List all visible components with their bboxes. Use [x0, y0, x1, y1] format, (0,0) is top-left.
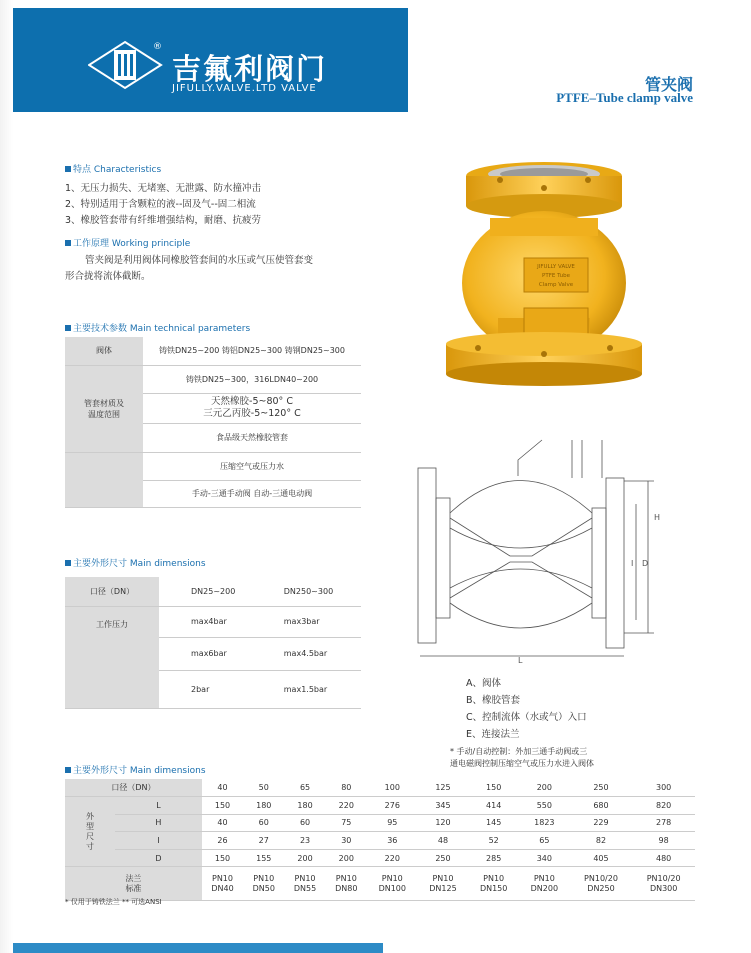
flange-pn: PN10/20 [646, 873, 681, 883]
cell: 95 [367, 814, 418, 832]
cell: 345 [418, 797, 469, 815]
cell: 52 [468, 832, 519, 850]
characteristics-heading-text: 特点 Characteristics [73, 165, 162, 175]
technical-heading-text: 主要技术参数 Main technical parameters [73, 324, 251, 334]
cell: 1823 [519, 814, 570, 832]
dn-cell: 300 [632, 779, 695, 797]
control-mode: 手动-三通手动阀 自动-三通电动阀 [143, 480, 361, 507]
flange-pn: PN10 [253, 873, 275, 883]
bullet-square-icon [65, 560, 71, 566]
footnote: * 仅用于铸铁法兰 ** 可选ANSI [65, 898, 162, 906]
cell: 65 [519, 832, 570, 850]
working-heading-text: 工作原理 Working principle [73, 239, 191, 249]
bottom-accent-bar [13, 943, 383, 953]
dn-value: DN250~300 [268, 577, 361, 606]
sleeve-row: 铸铁DN25~300，316LDN40~200 [143, 365, 361, 393]
pressure-value: max6bar [159, 637, 268, 670]
flange-dn: DN80 [335, 883, 358, 893]
cell: 414 [468, 797, 519, 815]
flange-cell [367, 867, 418, 901]
cell: 550 [519, 797, 570, 815]
cell: 75 [326, 814, 367, 832]
body-value: 铸铁DN25~200 铸铝DN25~300 铸钢DN25~300 [143, 337, 361, 365]
dimensions-table-2 [65, 779, 695, 901]
cell: 180 [243, 797, 284, 815]
sleeve-label-line: 管套材质及 [84, 398, 124, 408]
flange-pn: PN10 [381, 873, 403, 883]
dn-cell: 50 [243, 779, 284, 797]
sleeve-label [65, 365, 143, 452]
bullet-square-icon [65, 325, 71, 331]
cell: 340 [519, 849, 570, 867]
row-label: I [115, 832, 202, 850]
cell: 200 [284, 849, 325, 867]
legend-item-c: C、控制流体（水或气）入口 [466, 712, 587, 723]
dimensions-heading-text: 主要外形尺寸 Main dimensions [73, 766, 206, 776]
side-label-char: 尺 [86, 831, 94, 841]
cell: 150 [202, 797, 243, 815]
flange-cell [519, 867, 570, 901]
characteristic-item: 3、橡胶管套带有纤维增强结构，耐磨、抗疲劳 [65, 215, 262, 226]
cell: 180 [284, 797, 325, 815]
working-text-line: 形合拢将流体截断。 [65, 271, 151, 282]
dim-label-h: H [654, 513, 661, 522]
flange-label [65, 867, 202, 901]
dimensions-heading-text: 主要外形尺寸 Main dimensions [73, 559, 206, 569]
cell: 200 [326, 849, 367, 867]
cell: 220 [367, 849, 418, 867]
dn-cell: 200 [519, 779, 570, 797]
dn-cell: 100 [367, 779, 418, 797]
dimensions-table-1 [65, 577, 361, 709]
pressure-value: max3bar [268, 606, 361, 637]
side-label-char: 外 [86, 811, 94, 821]
control-medium: 压缩空气或压力水 [143, 452, 361, 480]
cell: 30 [326, 832, 367, 850]
working-text-line: 管夹阀是利用阀体同橡胶管套间的水压或气压使管套变 [85, 255, 314, 266]
dn-label: 口径（DN） [65, 577, 159, 606]
characteristic-item: 2、特别适用于含颗粒的液--固及气--固二相流 [65, 199, 256, 210]
characteristic-item: 1、无压力损失、无堵塞、无泄露、防水撞冲击 [65, 183, 262, 194]
flange-cell [570, 867, 633, 901]
dim-label-d: D [642, 559, 649, 568]
flange-cell [243, 867, 284, 901]
cell: 145 [468, 814, 519, 832]
cell: 276 [367, 797, 418, 815]
cell: 23 [284, 832, 325, 850]
nameplate-text: Clamp Valve [538, 282, 574, 288]
row-label: H [115, 814, 202, 832]
sleeve-row: 食品级天然橡胶管套 [143, 423, 361, 452]
bullet-square-icon [65, 166, 71, 172]
flange-pn: PN10 [212, 873, 233, 883]
dimensions-heading [65, 556, 206, 569]
sleeve-temp-epdm: 三元乙丙胶-5~120° C [203, 408, 301, 419]
flange-pn: PN10 [483, 873, 505, 883]
valve-drawing [410, 438, 670, 663]
dn-cell: 250 [570, 779, 633, 797]
flange-dn: DN200 [530, 883, 559, 893]
cell: 120 [418, 814, 469, 832]
dim-label-i: I [631, 559, 634, 568]
side-label-char: 型 [86, 821, 94, 831]
valve-photo [438, 158, 650, 398]
characteristics-heading [65, 162, 161, 175]
flange-dn: DN250 [587, 883, 615, 893]
product-title-cn: 管夹阀 [644, 75, 693, 94]
cell: 27 [243, 832, 284, 850]
dn-cell: 150 [468, 779, 519, 797]
flange-pn: PN10 [294, 873, 316, 883]
flange-dn: DN300 [649, 883, 678, 893]
product-title-en: PTFE–Tube clamp valve [556, 90, 693, 105]
flange-pn: PN10 [533, 873, 555, 883]
cell: 155 [243, 849, 284, 867]
flange-pn: PN10/20 [584, 873, 618, 883]
cell: 98 [632, 832, 695, 850]
cell: 680 [570, 797, 633, 815]
flange-label-line: 标准 [125, 883, 142, 893]
sleeve-temp-natural: 天然橡胶-5~80° C [211, 396, 293, 407]
dn-cell: 65 [284, 779, 325, 797]
cell: 26 [202, 832, 243, 850]
legend-item-b: B、橡胶管套 [466, 695, 521, 706]
cell: 405 [570, 849, 633, 867]
flange-dn: DN40 [211, 883, 234, 893]
legend-item-e: E、连接法兰 [466, 729, 520, 740]
flange-cell [284, 867, 325, 901]
cell: 229 [570, 814, 633, 832]
pressure-value: max4bar [159, 606, 268, 637]
flange-dn: DN150 [479, 883, 508, 893]
flange-cell [468, 867, 519, 901]
nameplate-text: JIFULLY VALVE [537, 264, 575, 270]
row-label: D [115, 849, 202, 867]
brand-name-en: JIFULLY.VALVE.LTD VALVE [172, 83, 317, 94]
flange-dn: DN125 [429, 883, 457, 893]
cell: 220 [326, 797, 367, 815]
cell: 36 [367, 832, 418, 850]
flange-cell [202, 867, 243, 901]
cell: 250 [418, 849, 469, 867]
bullet-square-icon [65, 767, 71, 773]
pressure-label: 工作压力 [65, 606, 159, 708]
flange-label-line: 法兰 [125, 873, 142, 883]
page-margin [0, 0, 13, 953]
cell: 150 [202, 849, 243, 867]
cell: 40 [202, 814, 243, 832]
nameplate-text: PTFE Tube [542, 273, 570, 279]
working-heading [65, 236, 190, 249]
flange-cell [326, 867, 367, 901]
cell: 48 [418, 832, 469, 850]
pressure-value: 2bar [159, 670, 268, 708]
pressure-value: max1.5bar [268, 670, 361, 708]
control-note-line: 通电磁阀控制压缩空气或压力水进入阀体 [450, 759, 594, 768]
dim-label-l: L [518, 656, 523, 663]
cell: 278 [632, 814, 695, 832]
cell: 285 [468, 849, 519, 867]
technical-table [65, 337, 361, 508]
cell: 60 [284, 814, 325, 832]
flange-dn: DN50 [252, 883, 275, 893]
logo-icon [88, 40, 163, 90]
dn-cell: 40 [202, 779, 243, 797]
outline-size-label [65, 797, 115, 867]
pressure-value: max4.5bar [268, 637, 361, 670]
side-label-char: 寸 [86, 841, 94, 851]
dimensions-heading-2 [65, 763, 206, 776]
cell: 60 [243, 814, 284, 832]
control-label [65, 452, 143, 507]
flange-pn: PN10 [432, 873, 454, 883]
legend-item-a: A、阀体 [466, 678, 501, 689]
registered-mark: ® [153, 42, 162, 52]
flange-dn: DN55 [293, 883, 317, 893]
flange-cell [632, 867, 695, 901]
flange-dn: DN100 [378, 883, 406, 893]
cell: 82 [570, 832, 633, 850]
cell: 820 [632, 797, 695, 815]
control-note-line: * 手动/自动控制：外加三通手动阀或三 [450, 747, 588, 756]
brand-name-cn: 吉氟利阀门 [172, 52, 328, 86]
dn-cell: 80 [326, 779, 367, 797]
flange-pn: PN10 [335, 873, 357, 883]
sleeve-label-line: 温度范围 [88, 409, 120, 419]
body-label: 阀体 [65, 337, 143, 365]
technical-heading [65, 321, 250, 334]
dn-value: DN25~200 [159, 577, 268, 606]
sleeve-row [143, 393, 361, 423]
flange-cell [418, 867, 469, 901]
dn-cell: 125 [418, 779, 469, 797]
bullet-square-icon [65, 240, 71, 246]
row-label: L [115, 797, 202, 815]
dn-label: 口径（DN） [65, 779, 202, 797]
cell: 480 [632, 849, 695, 867]
